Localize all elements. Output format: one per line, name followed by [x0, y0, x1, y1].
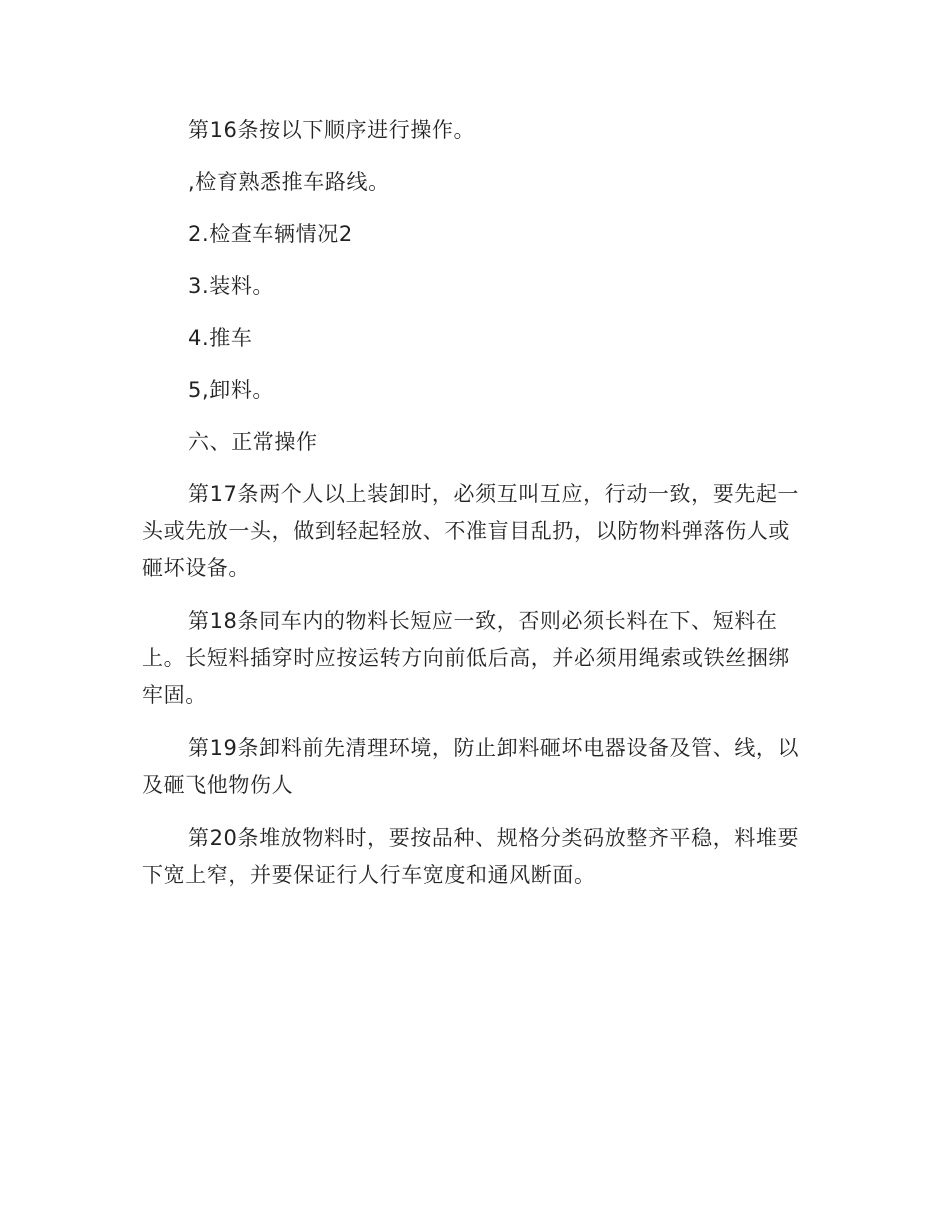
paragraph-step-4: 4.推车	[188, 326, 253, 350]
paragraph-article-16: 第16条按以下顺序进行操作。	[188, 118, 476, 142]
paragraph-step-1: ,检育熟悉推车路线。	[188, 170, 390, 194]
paragraph-step-3: 3.装料。	[188, 274, 275, 298]
document-body	[142, 112, 810, 910]
paragraph-article-17: 第17条两个人以上装卸时，必须互叫互应，行动一致，要先起一头或先放一头，做到轻起轻放、不准盲目乱扔，以防物料弹落伤人或砸坏设备。	[142, 482, 800, 580]
paragraph-article-19: 第19条卸料前先清理环境，防止卸料砸坏电器设备及管、线，以及砸飞他物伤人	[142, 736, 800, 797]
paragraph-article-20: 第20条堆放物料时，要按品种、规格分类码放整齐平稳，料堆要下宽上窄，并要保证行人行车宽度和通风断面。	[142, 826, 800, 887]
section-heading-normal-operation: 六、正常操作	[188, 430, 318, 454]
paragraph-step-5: 5,卸料。	[188, 378, 275, 402]
paragraph-article-18: 第18条同车内的物料长短应一致，否则必须长料在下、短料在上。长短料插穿时应按运转方向前低后高，并必须用绳索或铁丝捆绑牢固。	[142, 609, 790, 707]
paragraph-step-2: 2.检查车辆情况2	[188, 222, 353, 246]
